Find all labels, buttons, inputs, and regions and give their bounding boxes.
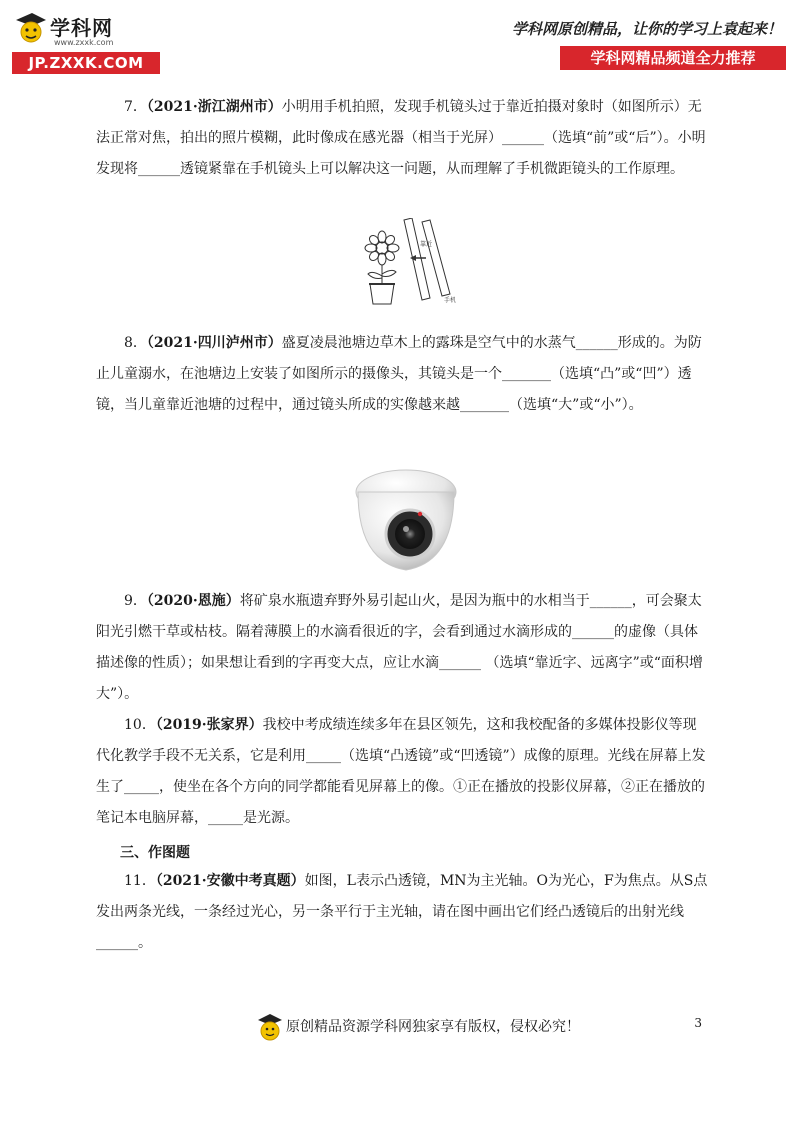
question-number: 9． — [124, 593, 147, 609]
page-number: 3 — [694, 1016, 702, 1030]
question-8 — [96, 328, 708, 421]
question-number: 7． — [124, 99, 147, 115]
question-7 — [96, 92, 708, 185]
question-number: 8． — [124, 335, 147, 351]
question-source: （2021·安徽中考真题） — [155, 873, 305, 889]
question-text: 小明用手机拍照，发现手机镜头过于靠近拍摄对象时（如图所示）无法正常对焦，拍出的照片模糊，此时像成在感光器（相当于光屏）______（选填“前”或“后”）。小明发现将______透镜紧靠在手机镜头上可以解决这一问题，从而理解了手机微距镜头的工作原理。 — [96, 99, 706, 177]
figure-label-near: 靠近 — [420, 241, 433, 248]
header-slogan: 学科网原创精品，让你的学习上袁起来！ — [511, 20, 782, 38]
dome-camera-image — [354, 462, 458, 578]
question-source: （2020·恩施） — [146, 593, 240, 609]
channel-banner: 学科网精品频道全力推荐 — [560, 46, 786, 70]
logo-domain-bar: JP.ZXXK.COM — [12, 52, 160, 74]
logo-text: 学科网 — [50, 16, 113, 40]
graduate-mascot-icon — [12, 10, 46, 50]
logo-url: www.zxxk.com — [54, 38, 114, 47]
question-source: （2021·浙江湖州市） — [146, 99, 282, 115]
question-text: 盛夏凌晨池塘边草木上的露珠是空气中的水蒸气______形成的。为防止儿童溺水，在池塘边上安装了如图所示的摄像头，其镜头是一个_______（选填“凸”或“凹”）透镜，当儿童靠近池塘的过程中，通过镜头所成的实像越来越_______（选填“大”或“小”）。 — [96, 335, 702, 413]
page-header — [0, 0, 800, 80]
question-number: 11． — [124, 873, 156, 889]
section-heading: 三、作图题 — [120, 845, 190, 861]
question-text: 将矿泉水瓶遗弃野外易引起山火，是因为瓶中的水相当于______，可会聚太阳光引燃干草或枯枝。隔着薄膜上的水滴看很近的字，会看到通过水滴形成的______的虚像（具体描述像的性质）；如果想让看到的字再变大点，应让水滴______ （选填“靠近字、远离字”或“面积增大”）。 — [96, 593, 703, 702]
zxxk-logo[interactable] — [12, 10, 162, 72]
question-source: （2021·四川泸州市） — [146, 335, 282, 351]
graduate-mascot-icon — [256, 1012, 284, 1046]
figure-label-phone: 手机 — [444, 297, 457, 304]
question-number: 10． — [124, 717, 156, 733]
question-text: 我校中考成绩连续多年在县区领先，这和我校配备的多媒体投影仪等现代化教学手段不无关系，它是利用_____（选填“凸透镜”或“凹透镜”）成像的原理。光线在屏幕上发生了_____，使坐在各个方向的同学都能看见屏幕上的像。①正在播放的投影仪屏幕，②正在播放的笔记本电脑屏幕，_____是光源。 — [96, 717, 706, 826]
flower-phone-figure — [360, 218, 470, 308]
question-text: 如图，L表示凸透镜，MN为主光轴。O为光心，F为焦点。从S点发出两条光线，一条经过光心，另一条平行于主光轴，请在图中画出它们经凸透镜后的出射光线______。 — [96, 873, 708, 951]
question-source: （2019·张家界） — [155, 717, 263, 733]
question-11 — [96, 866, 708, 959]
question-10 — [96, 710, 708, 834]
question-9 — [96, 586, 708, 710]
copyright-footer: 原创精品资源学科网独家享有版权，侵权必究！ — [286, 1019, 580, 1035]
